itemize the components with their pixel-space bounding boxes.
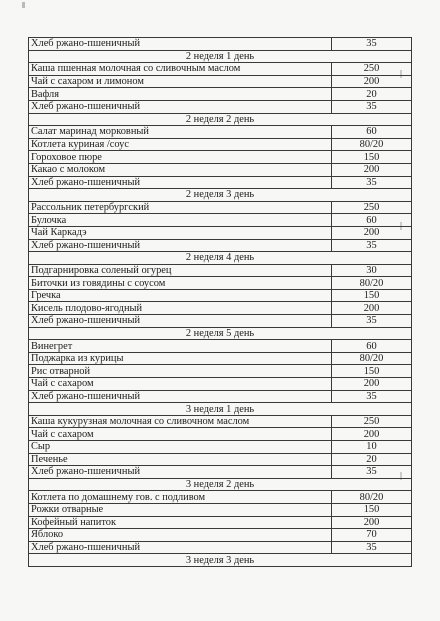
dish-name: Хлеб ржано-пшеничный [29, 38, 332, 51]
portion-weight: 10 [332, 441, 412, 454]
portion-weight: 60 [332, 340, 412, 353]
dish-name: Кисель плодово-ягодный [29, 302, 332, 315]
dish-name: Каша пшенная молочная со сливочным маслом [29, 63, 332, 76]
day-header: 2 неделя 3 день [29, 189, 412, 202]
day-header-row [29, 50, 412, 63]
portion-weight: 200 [332, 302, 412, 315]
scan-mark [22, 2, 25, 8]
day-header-row [29, 554, 412, 567]
dish-name: Хлеб ржано-пшеничный [29, 100, 332, 113]
portion-weight: 60 [332, 126, 412, 139]
portion-weight: 250 [332, 201, 412, 214]
day-header: 2 неделя 5 день [29, 327, 412, 340]
dish-name: Булочка [29, 214, 332, 227]
day-header: 2 неделя 4 день [29, 252, 412, 265]
menu-item-row [29, 126, 412, 139]
portion-weight: 150 [332, 503, 412, 516]
day-header: 2 неделя 1 день [29, 50, 412, 63]
menu-item-row [29, 365, 412, 378]
menu-item-row [29, 453, 412, 466]
menu-item-row [29, 340, 412, 353]
dish-name: Рожки отварные [29, 503, 332, 516]
menu-item-row [29, 201, 412, 214]
portion-weight: 30 [332, 264, 412, 277]
portion-weight: 80/20 [332, 352, 412, 365]
menu-item-row [29, 541, 412, 554]
dish-name: Кофейный напиток [29, 516, 332, 529]
dish-name: Котлета куриная /соус [29, 138, 332, 151]
dish-name: Печенье [29, 453, 332, 466]
dish-name: Сыр [29, 441, 332, 454]
portion-weight: 150 [332, 289, 412, 302]
dish-name: Рассольник петербургский [29, 201, 332, 214]
portion-weight: 80/20 [332, 138, 412, 151]
portion-weight: 60 [332, 214, 412, 227]
menu-item-row [29, 415, 412, 428]
portion-weight: 80/20 [332, 491, 412, 504]
day-header: 3 неделя 3 день [29, 554, 412, 567]
dish-name: Каша кукурузная молочная со сливочном маслом [29, 415, 332, 428]
dish-name: Хлеб ржано-пшеничный [29, 466, 332, 479]
portion-weight: 70 [332, 529, 412, 542]
menu-item-row [29, 214, 412, 227]
portion-weight: 35 [332, 390, 412, 403]
dish-name: Чай с сахаром [29, 378, 332, 391]
portion-weight: 35 [332, 176, 412, 189]
portion-weight: 200 [332, 516, 412, 529]
dish-name: Биточки из говядины с соусом [29, 277, 332, 290]
menu-item-row [29, 441, 412, 454]
day-header-row [29, 252, 412, 265]
portion-weight: 35 [332, 239, 412, 252]
portion-weight: 200 [332, 378, 412, 391]
portion-weight: 35 [332, 541, 412, 554]
day-header: 3 неделя 1 день [29, 403, 412, 416]
menu-item-row [29, 390, 412, 403]
menu-item-row [29, 352, 412, 365]
portion-weight: 250 [332, 415, 412, 428]
dish-name: Чай Каркадэ [29, 226, 332, 239]
dish-name: Хлеб ржано-пшеничный [29, 315, 332, 328]
portion-weight: 250 [332, 63, 412, 76]
dish-name: Какао с молоком [29, 163, 332, 176]
menu-table-body [29, 38, 412, 567]
menu-item-row [29, 75, 412, 88]
portion-weight: 200 [332, 226, 412, 239]
day-header-row [29, 478, 412, 491]
portion-weight: 80/20 [332, 277, 412, 290]
menu-item-row [29, 516, 412, 529]
portion-weight: 20 [332, 453, 412, 466]
portion-weight: 35 [332, 100, 412, 113]
dish-name: Гороховое пюре [29, 151, 332, 164]
menu-item-row [29, 289, 412, 302]
portion-weight: 35 [332, 466, 412, 479]
day-header: 3 неделя 2 день [29, 478, 412, 491]
dish-name: Салат маринад морковный [29, 126, 332, 139]
menu-table [28, 37, 412, 567]
dish-name: Вафля [29, 88, 332, 101]
menu-item-row [29, 38, 412, 51]
day-header: 2 неделя 2 день [29, 113, 412, 126]
menu-item-row [29, 239, 412, 252]
portion-weight: 200 [332, 75, 412, 88]
dish-name: Котлета по домашнему гов. с подливом [29, 491, 332, 504]
day-header-row [29, 327, 412, 340]
menu-item-row [29, 428, 412, 441]
dish-name: Винегрет [29, 340, 332, 353]
dish-name: Хлеб ржано-пшеничный [29, 390, 332, 403]
dish-name: Хлеб ржано-пшеничный [29, 541, 332, 554]
portion-weight: 200 [332, 163, 412, 176]
portion-weight: 200 [332, 428, 412, 441]
menu-item-row [29, 491, 412, 504]
menu-item-row [29, 138, 412, 151]
menu-item-row [29, 302, 412, 315]
dish-name: Чай с сахаром и лимоном [29, 75, 332, 88]
menu-item-row [29, 63, 412, 76]
menu-item-row [29, 466, 412, 479]
portion-weight: 20 [332, 88, 412, 101]
dish-name: Поджарка из курицы [29, 352, 332, 365]
menu-item-row [29, 88, 412, 101]
portion-weight: 35 [332, 315, 412, 328]
day-header-row [29, 113, 412, 126]
menu-item-row [29, 529, 412, 542]
menu-item-row [29, 315, 412, 328]
menu-item-row [29, 378, 412, 391]
dish-name: Хлеб ржано-пшеничный [29, 239, 332, 252]
dish-name: Рис отварной [29, 365, 332, 378]
portion-weight: 35 [332, 38, 412, 51]
day-header-row [29, 403, 412, 416]
portion-weight: 150 [332, 365, 412, 378]
menu-item-row [29, 226, 412, 239]
dish-name: Гречка [29, 289, 332, 302]
menu-item-row [29, 264, 412, 277]
dish-name: Хлеб ржано-пшеничный [29, 176, 332, 189]
menu-item-row [29, 176, 412, 189]
dish-name: Подгарнировка соленый огурец [29, 264, 332, 277]
menu-item-row [29, 100, 412, 113]
menu-item-row [29, 277, 412, 290]
portion-weight: 150 [332, 151, 412, 164]
dish-name: Яблоко [29, 529, 332, 542]
day-header-row [29, 189, 412, 202]
dish-name: Чай с сахаром [29, 428, 332, 441]
menu-item-row [29, 503, 412, 516]
menu-item-row [29, 151, 412, 164]
menu-item-row [29, 163, 412, 176]
